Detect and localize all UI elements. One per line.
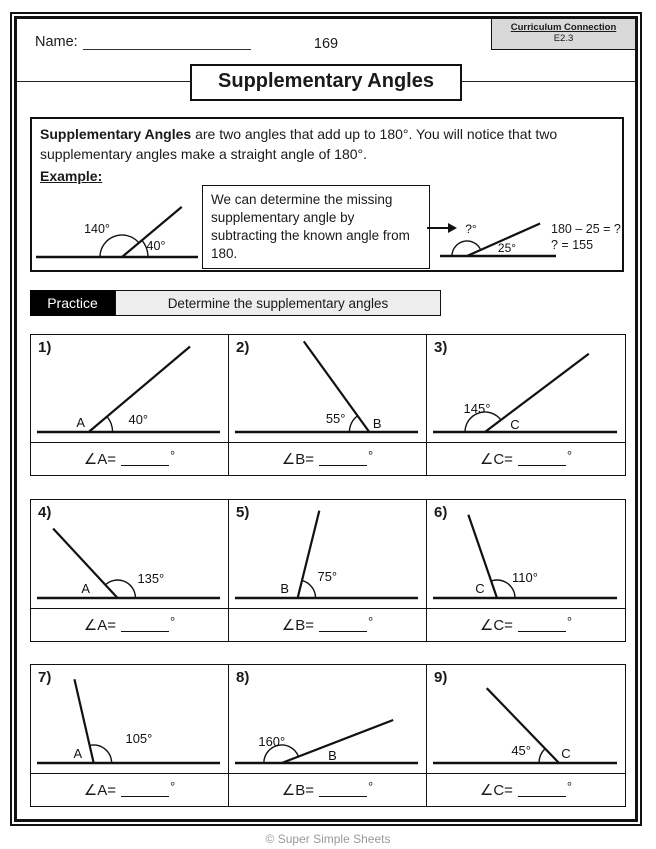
problem-number: 2) — [236, 339, 250, 356]
problem-row-3 — [30, 664, 626, 807]
answer-row — [229, 773, 426, 806]
problem-diagram-area — [427, 335, 625, 442]
angle-diagram — [229, 667, 426, 773]
svg-text:A: A — [76, 414, 86, 431]
svg-text:140°: 140° — [84, 222, 110, 236]
problem-number: 8) — [236, 669, 250, 686]
equation-line-2: ? = 155 — [551, 238, 594, 252]
answer-row — [229, 608, 426, 641]
angle-diagram — [31, 336, 228, 442]
answer-label: ∠A= — [83, 451, 116, 468]
page-inner-frame — [14, 16, 638, 822]
footer-credit: © Super Simple Sheets — [265, 832, 391, 846]
name-row — [35, 34, 251, 50]
answer-label: ∠C= — [479, 617, 513, 634]
angle-diagram — [427, 667, 625, 773]
svg-text:A: A — [81, 580, 91, 597]
svg-text:C: C — [475, 581, 485, 596]
answer-label: ∠B= — [281, 782, 314, 799]
answer-row — [427, 608, 625, 641]
name-label: Name: — [35, 34, 78, 50]
page-title: Supplementary Angles — [190, 64, 462, 101]
degree-symbol: ° — [566, 778, 573, 794]
angle-diagram — [31, 667, 228, 773]
degree-symbol: ° — [566, 447, 573, 463]
curriculum-connection-box — [491, 19, 635, 50]
svg-text:55°: 55° — [325, 410, 346, 427]
answer-row — [31, 442, 228, 475]
problem-cell-2 — [229, 335, 427, 475]
problem-number: 4) — [38, 504, 52, 521]
degree-symbol: ° — [170, 447, 176, 463]
problem-number: 1) — [38, 339, 52, 356]
practice-label: Practice — [30, 290, 115, 316]
degree-symbol: ° — [170, 778, 176, 794]
answer-blank[interactable] — [121, 619, 169, 632]
example-left-angle-diagram — [35, 202, 200, 262]
angle-diagram — [427, 336, 625, 442]
example-note-box: We can determine the missing supplementary angle by subtracting the known angle from 180. — [202, 185, 430, 269]
degree-symbol: ° — [566, 613, 573, 629]
answer-row — [427, 442, 625, 475]
angle-diagram — [229, 502, 426, 608]
answer-label: ∠B= — [281, 451, 314, 468]
svg-text:160°: 160° — [258, 733, 286, 750]
problem-cell-4 — [31, 500, 229, 641]
curriculum-connection-title: Curriculum Connection — [510, 22, 617, 33]
problem-cell-6 — [427, 500, 625, 641]
answer-label: ∠A= — [83, 782, 116, 799]
problem-diagram-area — [427, 500, 625, 608]
problem-cell-5 — [229, 500, 427, 641]
angle-diagram — [427, 502, 625, 608]
problem-cell-7 — [31, 665, 229, 806]
problem-cell-1 — [31, 335, 229, 475]
answer-blank[interactable] — [518, 784, 566, 797]
answer-row — [229, 442, 426, 475]
angle-diagram — [229, 336, 426, 442]
answer-blank[interactable] — [518, 453, 566, 466]
definition-text — [40, 125, 620, 164]
svg-text:B: B — [372, 415, 382, 432]
curriculum-connection-code: E2.3 — [553, 33, 574, 44]
example-equations — [551, 221, 621, 253]
answer-blank[interactable] — [319, 619, 367, 632]
svg-text:75°: 75° — [317, 568, 338, 585]
answer-blank[interactable] — [121, 453, 169, 466]
svg-text:B: B — [328, 747, 337, 764]
svg-text:C: C — [510, 417, 520, 432]
definition-term: Supplementary Angles — [40, 126, 192, 142]
svg-text:B: B — [280, 580, 290, 597]
answer-row — [31, 608, 228, 641]
svg-text:40°: 40° — [146, 239, 166, 253]
problem-diagram-area — [427, 665, 625, 773]
answer-blank[interactable] — [319, 453, 367, 466]
degree-symbol: ° — [368, 778, 374, 794]
svg-text:25°: 25° — [497, 241, 517, 255]
problem-number: 3) — [434, 339, 448, 356]
definition-body: are two angles that add up to 180°. You will notice that two supplementary angles make a straight angle of 180°. — [40, 126, 558, 162]
problem-diagram-area — [31, 665, 228, 773]
example-label: Example: — [40, 168, 103, 184]
problem-number: 6) — [434, 504, 448, 521]
angle-diagram — [31, 502, 228, 608]
degree-symbol: ° — [368, 613, 374, 629]
svg-text:C: C — [561, 746, 571, 761]
answer-blank[interactable] — [518, 619, 566, 632]
answer-blank[interactable] — [121, 784, 169, 797]
problem-cell-3 — [427, 335, 625, 475]
svg-text:45°: 45° — [511, 743, 531, 758]
degree-symbol: ° — [368, 447, 374, 463]
equation-line-1: 180 – 25 = ? — [551, 222, 621, 236]
answer-row — [31, 773, 228, 806]
example-right-angle-diagram — [438, 212, 568, 262]
svg-text:145°: 145° — [463, 401, 491, 416]
problem-diagram-area — [31, 335, 228, 442]
problem-cell-8 — [229, 665, 427, 806]
problem-row-1 — [30, 334, 626, 476]
definition-box — [30, 117, 624, 272]
svg-text:40°: 40° — [128, 411, 149, 428]
answer-label: ∠A= — [83, 617, 116, 634]
problem-cell-9 — [427, 665, 625, 806]
problem-number: 5) — [236, 504, 250, 521]
problem-diagram-area — [229, 335, 426, 442]
answer-label: ∠C= — [479, 782, 513, 799]
svg-text:?°: ?° — [465, 222, 477, 236]
svg-text:110°: 110° — [512, 570, 538, 585]
problem-row-2 — [30, 499, 626, 642]
name-blank[interactable] — [83, 35, 251, 50]
svg-text:A: A — [73, 745, 83, 762]
practice-instruction: Determine the supplementary angles — [115, 290, 441, 316]
problem-number: 7) — [38, 669, 52, 686]
problem-diagram-area — [229, 500, 426, 608]
page-frame — [10, 12, 642, 826]
problem-diagram-area — [229, 665, 426, 773]
degree-symbol: ° — [170, 613, 176, 629]
answer-label: ∠B= — [281, 617, 314, 634]
answer-label: ∠C= — [479, 451, 513, 468]
page-number: 169 — [313, 36, 339, 52]
svg-text:105°: 105° — [125, 730, 153, 747]
answer-row — [427, 773, 625, 806]
answer-blank[interactable] — [319, 784, 367, 797]
problem-diagram-area — [31, 500, 228, 608]
svg-text:135°: 135° — [137, 570, 165, 587]
problem-number: 9) — [434, 669, 448, 686]
